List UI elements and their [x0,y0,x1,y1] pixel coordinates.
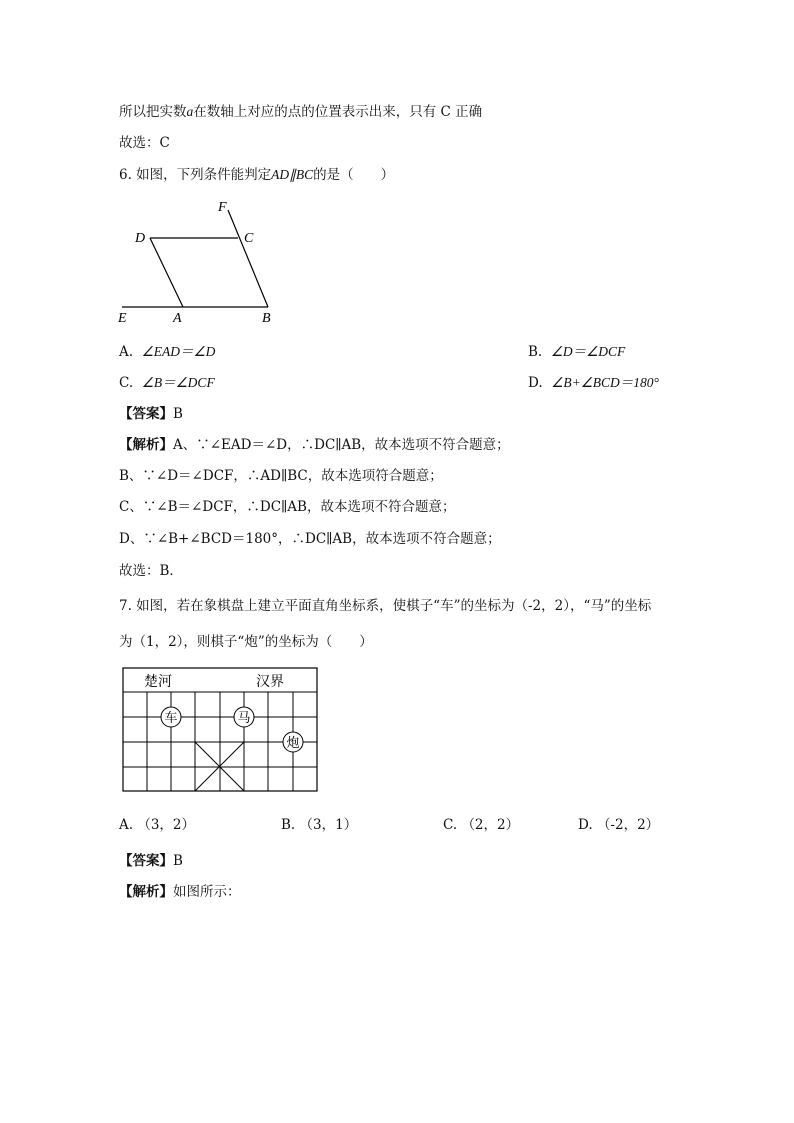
q7-option-c [443,816,519,834]
q7-option-d [578,816,659,834]
answer-tag: 【答案】 [119,406,173,422]
analysis-tag: 【解析】 [119,884,173,900]
label-chu-he: 楚河 [144,675,172,690]
intro-line-1 [119,103,482,121]
q6-option-a [119,343,215,361]
analysis-text: 如图所示： [173,884,241,900]
option-key: A. [119,344,134,360]
q6-analysis-a [119,436,510,454]
q6-stem-text: 6. 如图，下列条件能判定 [119,167,272,183]
q7-chessboard-figure [122,667,320,795]
answer-value: B [173,853,183,869]
option-text: ∠D＝∠DCF [550,344,626,359]
option-text: ∠B＝∠DCF [141,375,215,390]
option-text: ∠EAD＝∠D [141,344,216,359]
analysis-line: A、∵∠EAD＝∠D，∴DC∥AB，故本选项不符合题意； [173,437,510,453]
q6-parallelogram-figure [110,195,290,330]
label-han-jie: 汉界 [256,675,284,690]
option-text: （-2，2） [596,817,660,833]
q7-answer [119,852,183,870]
piece-pao: 炮 [286,735,300,750]
q6-analysis-d: D、∵∠B+∠BCD＝180°，∴DC∥AB，故本选项不符合题意； [119,531,501,547]
label-E: E [118,311,127,326]
q7-analysis [119,883,241,901]
q6-option-c [119,374,215,392]
q7-stem-line-2: 为（1，2），则棋子“炮”的坐标为（ ） [119,634,373,650]
q6-option-b [528,343,625,361]
piece-che: 车 [164,710,178,725]
option-text: ∠B+∠BCD＝180° [551,375,659,390]
label-A: A [173,311,182,326]
q7-option-a [119,816,195,834]
line-DA [150,238,183,307]
option-key: D. [528,375,543,391]
line-FB [228,210,268,307]
option-key: B. [281,817,296,833]
option-text: （3，1） [299,817,358,833]
answer-tag: 【答案】 [119,853,173,869]
option-text: （3，2） [137,817,196,833]
variable-a: a [186,104,194,119]
label-B: B [262,311,271,326]
option-text: （2，2） [461,817,520,833]
label-F: F [218,200,227,215]
intro-text-part: 所以把实数 [119,104,187,120]
q7-stem-line-1: 7. 如图，若在象棋盘上建立平面直角坐标系，使棋子“车”的坐标为（-2，2），“马”的坐标 [119,598,652,614]
option-key: C. [443,817,458,833]
q7-option-b [281,816,357,834]
intro-text-part: 在数轴上对应的点的位置表示出来，只有 C 正确 [193,104,483,120]
q6-stem [119,166,394,184]
q6-stem-math: AD∥BC [271,167,314,182]
intro-line-2: 故选：C [119,135,170,151]
q6-answer [119,405,183,423]
answer-value: B [173,406,183,422]
option-key: A. [119,817,134,833]
q6-conclusion: 故选：B． [119,563,183,579]
q6-stem-tail: 的是（ ） [313,167,395,183]
q6-analysis-c: C、∵∠B＝∠DCF，∴DC∥AB，故本选项不符合题意； [119,499,456,515]
analysis-tag: 【解析】 [119,437,173,453]
q6-analysis-b: B、∵∠D＝∠DCF，∴AD∥BC，故本选项符合题意； [119,468,443,484]
option-key: B. [528,344,543,360]
option-key: C. [119,375,134,391]
label-C: C [244,231,254,246]
piece-ma: 马 [237,710,251,725]
label-D: D [135,231,146,246]
option-key: D. [578,817,593,833]
q6-option-d [528,374,659,392]
